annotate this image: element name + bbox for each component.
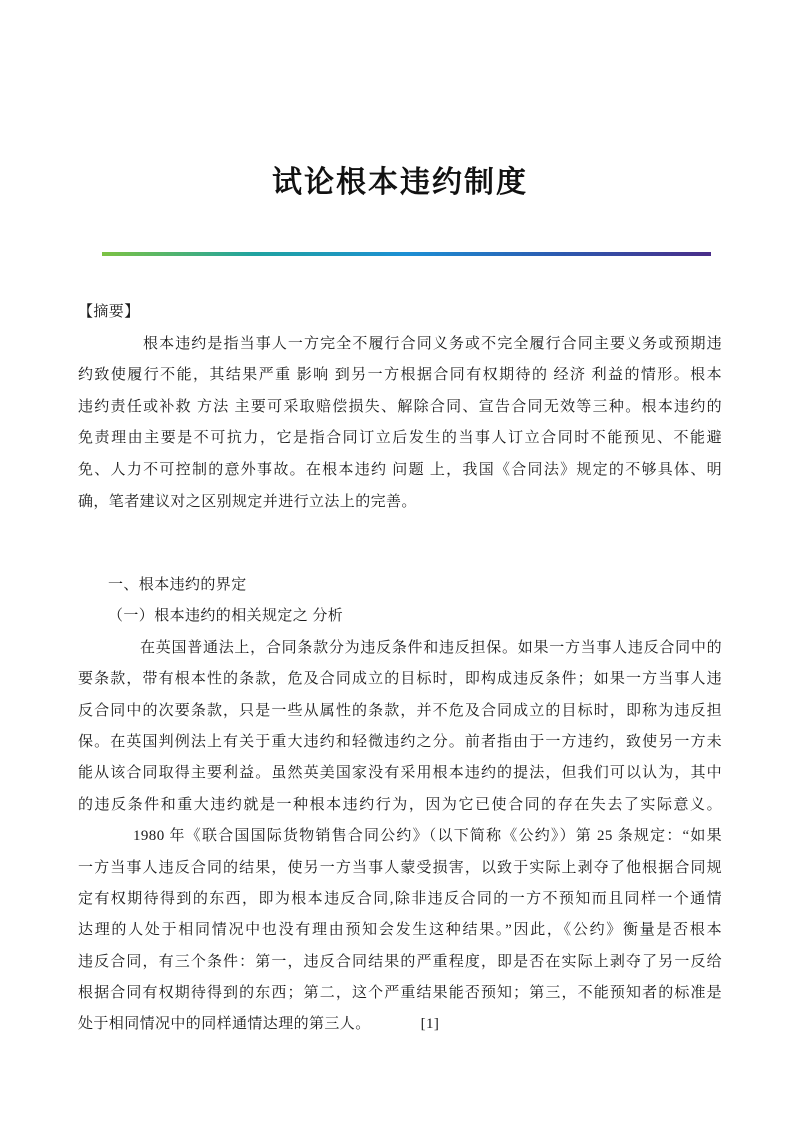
abstract-label: 【摘要】 — [78, 304, 140, 320]
paragraph-line: 要条款，带有根本性的条款，危及合同成立的目标时，即构成违反条件；如果一方当事人违 — [78, 671, 722, 688]
title-divider — [102, 252, 711, 256]
paragraph-line: 的违反条件和重大违约就是一种根本违约行为，因为它已使合同的存在失去了实际意义。 — [78, 796, 722, 813]
abstract-paragraph — [78, 329, 722, 519]
paragraph-line: 违反合同，有三个条件：第一，违反合同结果的严重程度，即是否在实际上剥夺了另一反给 — [78, 953, 722, 970]
paragraph-line: 反合同中的次要条款，只是一些从属性的条款，并不危及合同成立的目标时，即称为违反担 — [78, 702, 722, 719]
abstract-line: 根本违约是指当事人一方完全不履行合同义务或不完全履行合同主要义务或预期违 — [143, 335, 722, 352]
paragraph-line: 一方当事人违反合同的结果，使另一方当事人蒙受损害，以致于实际上剥夺了他根据合同规 — [78, 859, 722, 876]
paragraph-line: 定有权期待得到的东西，即为根本违反合同,除非违反合同的一方不预知而且同样一个通情 — [78, 890, 722, 907]
abstract-section — [78, 297, 722, 518]
paragraph-last-line — [78, 1009, 722, 1040]
body-paragraph-2 — [78, 821, 722, 1041]
paragraph-line: 1980 年《联合国国际货物销售合同公约》（以下简称《公约》）第 25 条规定：“如果 — [133, 828, 722, 845]
paragraph-line: 在英国普通法上，合同条款分为违反条件和违反担保。如果一方当事人违反合同中的 — [140, 639, 722, 656]
paragraph-line: 根据合同有权期待得到的东西；第二，这个严重结果能否预知；第三，不能预知者的标准是 — [78, 985, 722, 1002]
paragraph-line-text: 处于相同情况中的同样通情达理的第三人。 — [78, 1016, 371, 1033]
abstract-line: 确，笔者建议对之区别规定并进行立法上的完善。 — [78, 493, 417, 510]
paragraph-line: 达理的人处于相同情况中也没有理由预知会发生这种结果。”因此，《公约》衡量是否根本 — [78, 922, 722, 939]
abstract-line: 免、人力不可控制的意外事故。在根本违约 问题 上，我国《合同法》规定的不够具体、明 — [78, 461, 722, 478]
abstract-line: 免责理由主要是不可抗力，它是指合同订立后发生的当事人订立合同时不能预见、不能避 — [78, 430, 722, 447]
paragraph-line: 保。在英国判例法上有关于重大违约和轻微违约之分。前者指由于一方违约，致使另一方未 — [78, 733, 722, 750]
document-title: 试论根本违约制度 — [272, 166, 528, 199]
body-paragraph-1 — [78, 633, 722, 821]
abstract-line: 约致使履行不能，其结果严重 影响 到另一方根据合同有权期待的 经济 利益的情形。根本 — [78, 367, 722, 384]
paragraph-line: 能从该合同取得主要利益。虽然英美国家没有采用根本违约的提法，但我们可以认为，其中 — [78, 765, 722, 782]
section-heading: 一、根本违约的界定 — [108, 577, 247, 593]
abstract-line: 违约责任或补救 方法 主要可采取赔偿损失、解除合同、宣告合同无效等三种。根本违约的 — [78, 398, 722, 415]
subsection-heading: （一）根本违约的相关规定之 分析 — [108, 608, 344, 625]
body-section — [78, 570, 722, 1041]
citation-ref: [1] — [420, 1016, 440, 1033]
